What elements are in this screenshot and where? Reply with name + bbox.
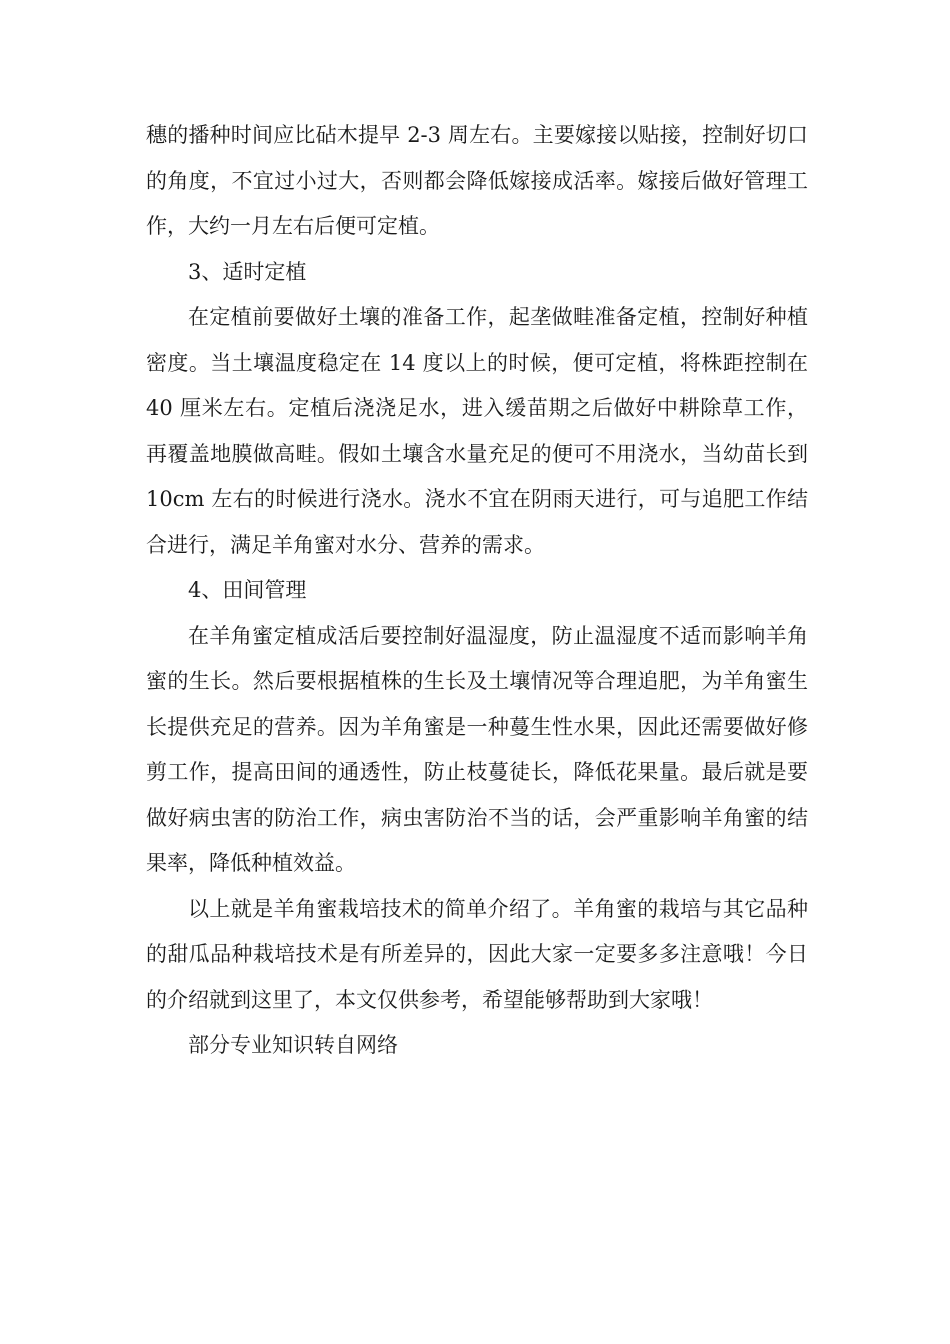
paragraph-grafting: 穗的播种时间应比砧木提早 2-3 周左右。主要嫁接以贴接，控制好切口的角度，不宜过小过大，否则都会降低嫁接成活率。嫁接后做好管理工作，大约一月左右后便可定植。: [146, 123, 808, 238]
paragraph-conclusion: 以上就是羊角蜜栽培技术的简单介绍了。羊角蜜的栽培与其它品种的甜瓜品种栽培技术是有所差异的，因此大家一定要多多注意哦！今日的介绍就到这里了，本文仅供参考，希望能够帮助到大家哦！: [146, 896, 808, 1012]
document-body: [146, 113, 808, 1069]
section-heading-field-management: 4、田间管理: [188, 578, 307, 602]
paragraph-source-note: 部分专业知识转自网络: [188, 1033, 398, 1057]
section-heading-planting: 3、适时定植: [188, 259, 307, 284]
paragraph-planting: 在定植前要做好土壤的准备工作，起垄做畦准备定植，控制好种植密度。当土壤温度稳定在 14 度以上的时候，便可定植，将株距控制在 40 厘米左右。定植后浇浇足水，进入缓苗期之后做好中耕除草工作，再覆盖地膜做高畦。假如土壤含水量充足的便可不用浇水，当幼苗长到 10cm 左右的时候进行浇水。浇水不宜在阴雨天进行，可与追肥工作结合进行，满足羊角蜜对水分、营养的需求。: [146, 305, 808, 557]
paragraph-field-management: 在羊角蜜定植成活后要控制好温湿度，防止温湿度不适而影响羊角蜜的生长。然后要根据植株的生长及土壤情况等合理追肥，为羊角蜜生长提供充足的营养。因为羊角蜜是一种蔓生性水果，因此还需要做好修剪工作，提高田间的通透性，防止枝蔓徒长，降低花果量。最后就是要做好病虫害的防治工作，病虫害防治不当的话，会严重影响羊角蜜的结果率，降低种植效益。: [146, 623, 808, 875]
